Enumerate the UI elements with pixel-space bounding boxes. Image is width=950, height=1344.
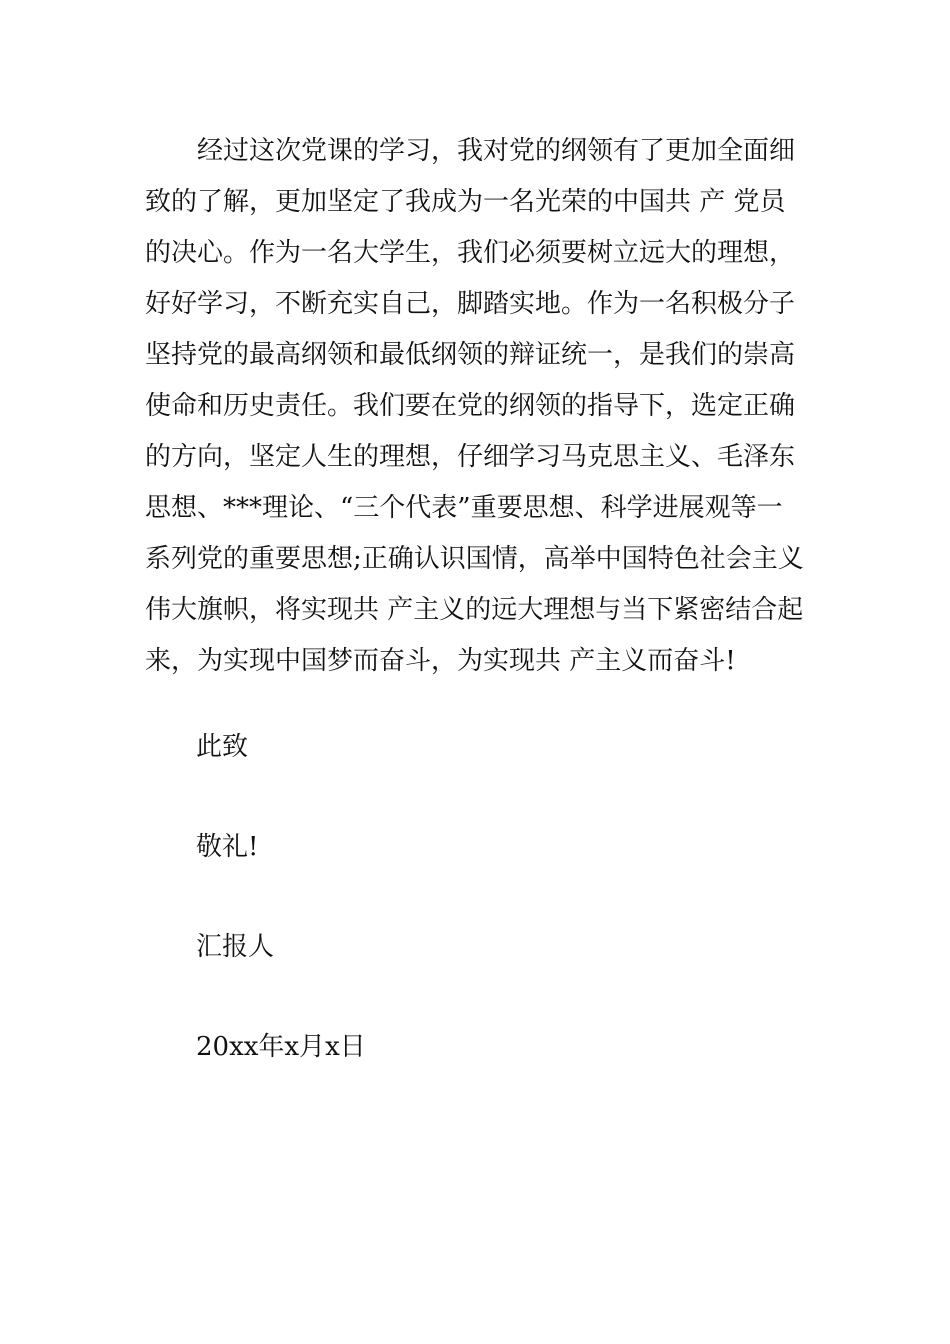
paragraph-line: 的决心。作为一名大学生，我们必须要树立远大的理想，: [145, 238, 796, 268]
paragraph-line: 思想、***理论、“三个代表”重要思想、科学进展观等一: [145, 493, 783, 523]
paragraph-line: 致的了解，更加坚定了我成为一名光荣的中国共 产 党员: [145, 187, 786, 217]
paragraph-line: 使命和历史责任。我们要在党的纲领的指导下，选定正确: [145, 391, 796, 421]
paragraph-line: 伟大旗帜，将实现共 产主义的远大理想与当下紧密结合起: [145, 595, 804, 625]
body-paragraph: [145, 136, 810, 676]
paragraph-line: 系列党的重要思想;正确认识国情，高举中国特色社会主义: [145, 544, 804, 574]
paragraph-line: 来，为实现中国梦而奋斗，为实现共 产主义而奋斗!: [145, 646, 736, 676]
paragraph-line: 的方向，坚定人生的理想，仔细学习马克思主义、毛泽东: [145, 442, 796, 472]
report-date: 20xx年x月x日: [196, 1032, 366, 1062]
paragraph-line: 好好学习，不断充实自己，脚踏实地。作为一名积极分子: [145, 289, 796, 319]
reporter-label: 汇报人: [196, 932, 275, 962]
paragraph-line: 经过这次党课的学习，我对党的纲领有了更加全面细: [197, 136, 796, 166]
closing-regards: 敬礼!: [196, 832, 259, 862]
closing-salutation: 此致: [196, 732, 249, 762]
paragraph-line: 坚持党的最高纲领和最低纲领的辩证统一，是我们的崇高: [145, 340, 796, 370]
